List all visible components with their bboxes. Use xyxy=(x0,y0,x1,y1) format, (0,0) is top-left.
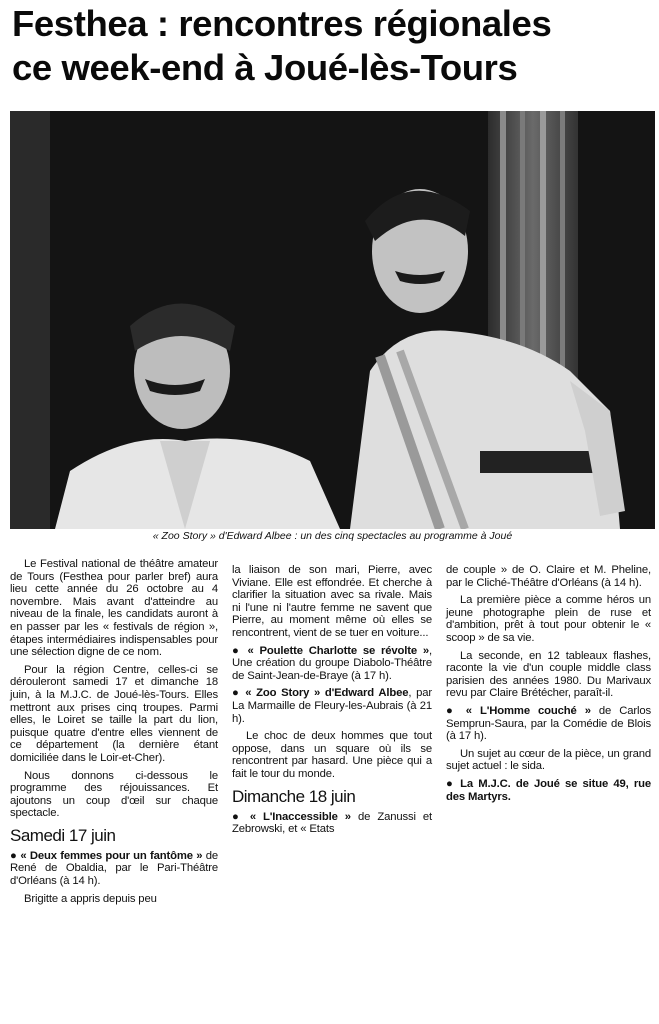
theatre-photo-illustration xyxy=(10,111,655,529)
paragraph: la liaison de son mari, Pierre, avec Viviane. Elle est effondrée. Et cherche à clarifier la situation avec sa rivale. Mais ni l'une ni l'autre femme ne savent que Pierre, au moment même où elles se rencontrent, vient de se tuer en voiture... xyxy=(232,564,432,639)
section-heading-sunday: Dimanche 18 juin xyxy=(232,786,356,806)
bullet-icon: ● xyxy=(232,687,246,700)
paragraph: Pour la région Centre, celles-ci se dérouleront samedi 17 et dimanche 18 juin, à la M.J.C. de Joué-lès-Tours. Elles mettront aux prises cinq troupes. Parmi elles, le Loiret se taille la part du lion, puisque quatre d'entre elles viennent de ce département (la dernière étant domiciliée dans le Loir-et-Cher). xyxy=(10,663,218,764)
program-item xyxy=(232,645,432,683)
paragraph: La seconde, en 12 tableaux flashes, raconte la vie d'un couple middle class parisien des années 1980. Du Marivaux revu par Claire Brétécher, paraît-il. xyxy=(446,649,651,700)
headline xyxy=(12,2,652,90)
bullet-icon: ● xyxy=(446,704,466,717)
play-details: de Carlos Semprun-Saura, par la Comédie de Blois (à 17 h). xyxy=(446,704,651,743)
bullet-icon: ● xyxy=(232,644,248,657)
play-details: de René de Obaldia, par le Pari-Théâtre d'Orléans (à 14 h). xyxy=(10,849,218,888)
article-photo xyxy=(10,111,655,529)
paragraph: Brigitte a appris depuis peu xyxy=(24,892,157,905)
play-title: « L'Homme couché » xyxy=(465,704,591,717)
program-item xyxy=(232,811,432,836)
play-title: « Poulette Charlotte se révolte » xyxy=(247,644,429,657)
column-2 xyxy=(232,564,432,841)
bullet-icon: ● xyxy=(10,849,21,862)
play-title: « Zoo Story » d'Edward Albee xyxy=(245,687,409,700)
paragraph: Le Festival national de théâtre amateur de Tours (Festhea pour parler bref) aura lieu cette année du 26 octobre au 4 novembre. Mais avant d'atteindre au niveau de la finale, les candidats auront à en passer par les « festivals de région », étapes intermédiaires indispensables pour une sélection digne de ce nom. xyxy=(10,558,218,659)
paragraph: de couple » de O. Claire et M. Pheline, par le Cliché-Théâtre d'Orléans (à 14 h). xyxy=(446,564,651,589)
bullet-icon: ● xyxy=(232,810,250,823)
paragraph: Nous donnons ci-dessous le programme des réjouissances. Et ajoutons un coup d'œil sur chaque spectacle. xyxy=(10,769,218,820)
bullet-icon: ● xyxy=(446,777,461,790)
program-item xyxy=(232,687,432,725)
section-heading-saturday: Samedi 17 juin xyxy=(10,825,116,845)
play-title: « L'Inaccessible » xyxy=(249,810,351,823)
play-details: , par La Marmaille de Fleury-les-Aubrais (à 21 h). xyxy=(232,687,432,725)
paragraph: Un sujet au cœur de la pièce, un grand sujet actuel : le sida. xyxy=(446,747,651,773)
program-item xyxy=(446,705,651,743)
column-3 xyxy=(446,564,651,808)
curtain-left xyxy=(10,111,50,529)
play-details: de Zanussi et Zebrowski, et « Etats xyxy=(232,810,433,836)
venue-note xyxy=(446,778,651,803)
headline-line-2: ce week-end à Joué-lès-Tours xyxy=(12,47,518,88)
column-1 xyxy=(10,558,218,910)
venue-text: La M.J.C. de Joué se situe 49, rue des Martyrs. xyxy=(446,777,651,803)
play-details: , Une création du groupe Diabolo-Théâtre de Saint-Jean-de-Braye (à 17 h). xyxy=(232,644,432,682)
program-item xyxy=(10,850,218,888)
headline-line-1: Festhea : rencontres régionales xyxy=(12,3,552,44)
play-title: « Deux femmes pour un fantôme » xyxy=(20,849,203,862)
paragraph: Le choc de deux hommes que tout oppose, dans un square où ils se rencontrent par hasard. Une pièce qui a fait le tour du monde. xyxy=(232,730,432,780)
photo-caption: « Zoo Story » d'Edward Albee : un des cinq spectacles au programme à Joué xyxy=(152,530,513,542)
paragraph: La première pièce a comme héros un jeune photographe plein de ruse et d'ambition, prêt à tout pour obtenir le « scoop » de sa vie. xyxy=(446,594,651,644)
